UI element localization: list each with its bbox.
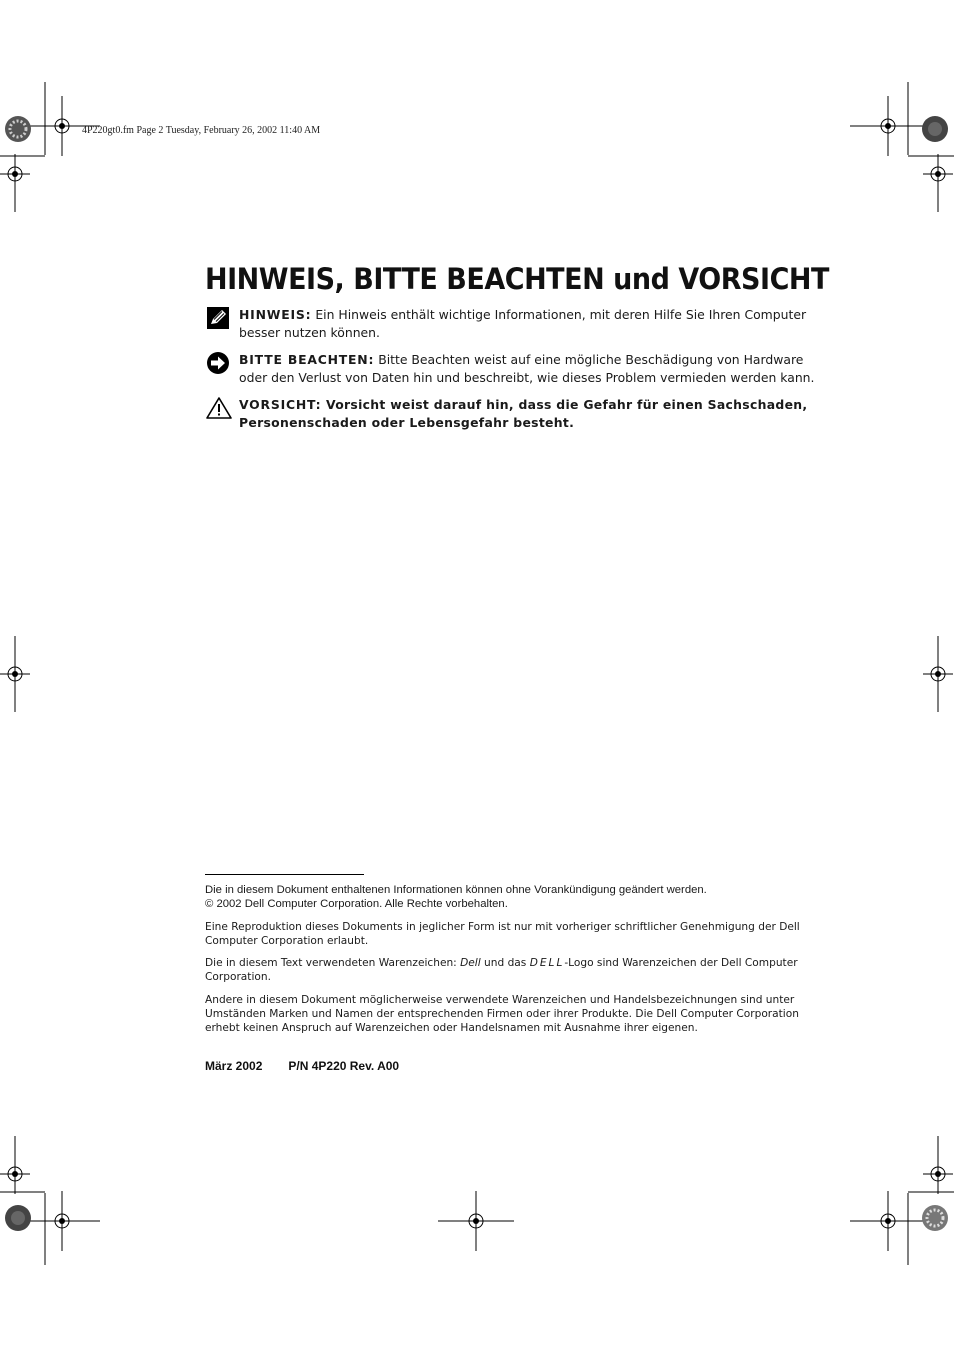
copyright-line: © 2002 Dell Computer Corporation. Alle Rechte vorbehalten. — [205, 898, 508, 910]
page-title: HINWEIS, BITTE BEACHTEN und VORSICHT — [205, 262, 829, 296]
notice-label: BITTE BEACHTEN: — [239, 352, 375, 367]
other-trademarks-notice: Andere in diesem Dokument möglicherweise verwendete Warenzeichen und Handelsbezeichnungen sind unter Umständen Marken und Namen der entsprechenden Firmen oder ihrer Produkte. Die Dell Computer Corporation erhebt keinen Anspruch auf Warenzeichen oder Handelsnamen mit Ausnahme ihrer eigenen. — [205, 994, 799, 1034]
dell-trademark: Dell — [460, 957, 481, 969]
note-pencil-icon — [206, 306, 230, 330]
note-bitte-beachten — [206, 351, 826, 387]
note-text: Ein Hinweis enthält wichtige Informationen, mit deren Hilfe Sie Ihren Computer besser nutzen können. — [239, 307, 807, 340]
caution-triangle-icon — [206, 396, 230, 420]
dell-logo-text: DELL — [529, 957, 565, 969]
footer-part-number: P/N 4P220 Rev. A00 — [288, 1059, 400, 1073]
note-label: HINWEIS: — [239, 307, 312, 322]
footer-date: März 2002 — [205, 1059, 263, 1073]
file-header: 4P220gt0.fm Page 2 Tuesday, February 26, 2002 11:40 AM — [82, 125, 321, 136]
caution-text: Vorsicht weist darauf hin, dass die Gefahr für einen Sachschaden, Personenschaden oder Lebensgefahr besteht. — [239, 397, 808, 430]
reproduction-notice: Eine Reproduktion dieses Dokuments in jeglicher Form ist nur mit vorheriger schriftlicher Genehmigung der Dell Computer Corporation erlaubt. — [205, 921, 800, 947]
trademark-notice: Die in diesem Text verwendeten Warenzeichen: Dell und das DELL-Logo sind Warenzeichen der Dell Computer Corporation. — [205, 957, 798, 983]
footnote-rule — [205, 874, 364, 875]
note-hinweis — [206, 306, 826, 342]
change-notice: Die in diesem Dokument enthaltenen Informationen können ohne Vorankündigung geändert werden. — [205, 884, 707, 896]
note-vorsicht — [206, 396, 826, 432]
notice-text: Bitte Beachten weist auf eine mögliche Beschädigung von Hardware oder den Verlust von Daten hin und beschreibt, wie dieses Problem vermieden werden kann. — [239, 352, 815, 385]
caution-label: VORSICHT: — [239, 397, 322, 412]
copyright-block — [205, 883, 825, 911]
notice-arrow-icon — [206, 351, 230, 375]
document-footer — [205, 1059, 425, 1073]
